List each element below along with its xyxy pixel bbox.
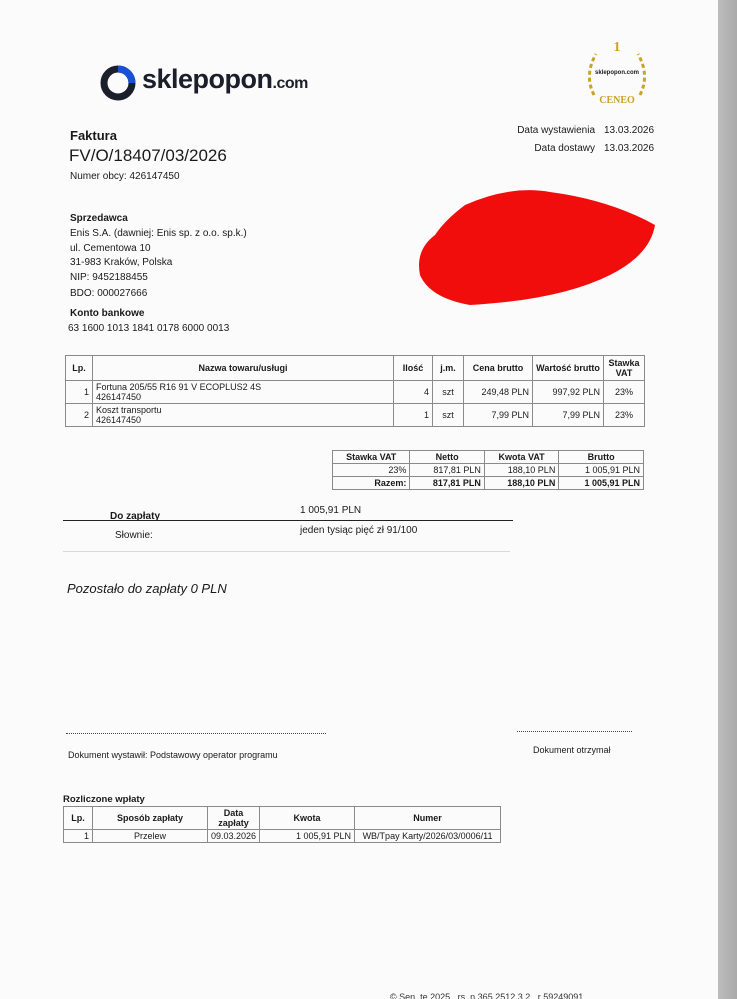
settled-col-date: Data zapłaty [208,807,260,830]
logo-ring-icon [100,65,136,101]
due-amount: 1 005,91 PLN [300,505,362,516]
remaining-balance: Pozostało do zapłaty 0 PLN [67,581,227,596]
col-lp: Lp. [66,356,93,381]
row-name-cell [93,404,394,427]
items-table [65,355,645,427]
vat-gross: 1 005,91 PLN [559,464,644,477]
due-divider [63,520,513,521]
vat-amount: 188,10 PLN [484,464,558,477]
row-vat: 23% [604,381,645,404]
settled-table [63,806,501,843]
col-vat: Stawka VAT [604,356,645,381]
ceneo-badge [582,40,652,112]
footer-text: © Sen..te 2025 ..rs..n 365 2512.3.2 ..r 59249091 [390,992,584,999]
table-row [66,381,645,404]
row-name-cell [93,381,394,404]
vat-col-rate: Stawka VAT [333,451,410,464]
vat-table [332,450,644,490]
settled-col-number: Numer [355,807,501,830]
receiver-signature-line [517,731,632,732]
logo-text: sklepopon.com [142,64,308,94]
vat-rate: 23% [333,464,410,477]
words-divider [63,551,510,552]
row-price: 7,99 PLN [464,404,533,427]
vat-total-label: Razem: [333,477,410,490]
bank-account: 63 1600 1013 1841 0178 6000 0013 [68,323,230,334]
col-name: Nazwa towaru/usługi [93,356,394,381]
foreign-number: Numer obcy: 426147450 [70,171,180,182]
issuer-signature-line [66,733,326,734]
vat-total-gross: 1 005,91 PLN [559,477,644,490]
col-unit: j.m. [433,356,464,381]
seller-nip: NIP: 9452188455 [70,272,148,283]
table-row [66,404,645,427]
settled-heading: Rozliczone wpłaty [63,794,145,805]
badge-rank: 1 [613,40,621,55]
row-value: 7,99 PLN [533,404,604,427]
row-unit: szt [433,404,464,427]
table-row [64,830,501,843]
delivery-date: 13.03.2026 [604,143,655,154]
col-qty: Ilość [394,356,433,381]
seller-name: Enis S.A. (dawniej: Enis sp. z o.o. sp.k.) [70,228,247,239]
row-qty: 1 [394,404,433,427]
row-value: 997,92 PLN [533,381,604,404]
vat-total-vat: 188,10 PLN [484,477,558,490]
row-unit: szt [433,381,464,404]
received-by: Dokument otrzymał [533,745,611,755]
issue-date-label: Data wystawienia [517,125,595,136]
badge-label: CENEO [599,95,635,106]
vat-net: 817,81 PLN [410,464,484,477]
settled-method: Przelew [93,830,208,843]
col-price: Cena brutto [464,356,533,381]
row-code: 426147450 [96,392,142,402]
invoice-number: FV/O/18407/03/2026 [69,146,227,165]
settled-date: 09.03.2026 [208,830,260,843]
settled-number: WB/Tpay Karty/2026/03/0006/11 [355,830,501,843]
seller-city: 31-983 Kraków, Polska [70,257,173,268]
row-name: Fortuna 205/55 R16 91 V ECOPLUS2 4S [96,382,262,392]
words-label: Słownie: [115,530,153,541]
invoice-title: Faktura [70,128,117,143]
vat-col-net: Netto [410,451,484,464]
settled-col-lp: Lp. [64,807,93,830]
row-name: Koszt transportu [96,405,162,415]
table-row [333,464,644,477]
row-vat: 23% [604,404,645,427]
seller-bdo: BDO: 000027666 [70,288,148,299]
vat-total-net: 817,81 PLN [410,477,484,490]
items-header-row [66,356,645,381]
row-qty: 4 [394,381,433,404]
settled-col-amount: Kwota [260,807,355,830]
badge-brand: sklepopon.com [594,70,639,76]
seller-heading: Sprzedawca [70,213,128,224]
due-label: Do zapłaty [110,511,161,522]
settled-col-method: Sposób zapłaty [93,807,208,830]
col-value: Wartość brutto [533,356,604,381]
settled-header-row [64,807,501,830]
vat-total-row [333,477,644,490]
issue-date: 13.03.2026 [604,125,655,136]
amount-in-words: jeden tysiąc pięć zł 91/100 [300,525,418,536]
settled-lp: 1 [64,830,93,843]
page-edge-shadow [718,0,737,999]
issued-by: Dokument wystawił: Podstawowy operator programu [68,750,278,760]
delivery-date-label: Data dostawy [534,143,595,154]
row-lp: 2 [66,404,93,427]
vat-col-vat: Kwota VAT [484,451,558,464]
row-lp: 1 [66,381,93,404]
row-code: 426147450 [96,415,142,425]
vat-header-row [333,451,644,464]
vat-col-gross: Brutto [559,451,644,464]
row-price: 249,48 PLN [464,381,533,404]
settled-amount: 1 005,91 PLN [260,830,355,843]
seller-street: ul. Cementowa 10 [70,243,151,254]
bank-heading: Konto bankowe [70,308,145,319]
redaction-scribble [410,180,660,312]
